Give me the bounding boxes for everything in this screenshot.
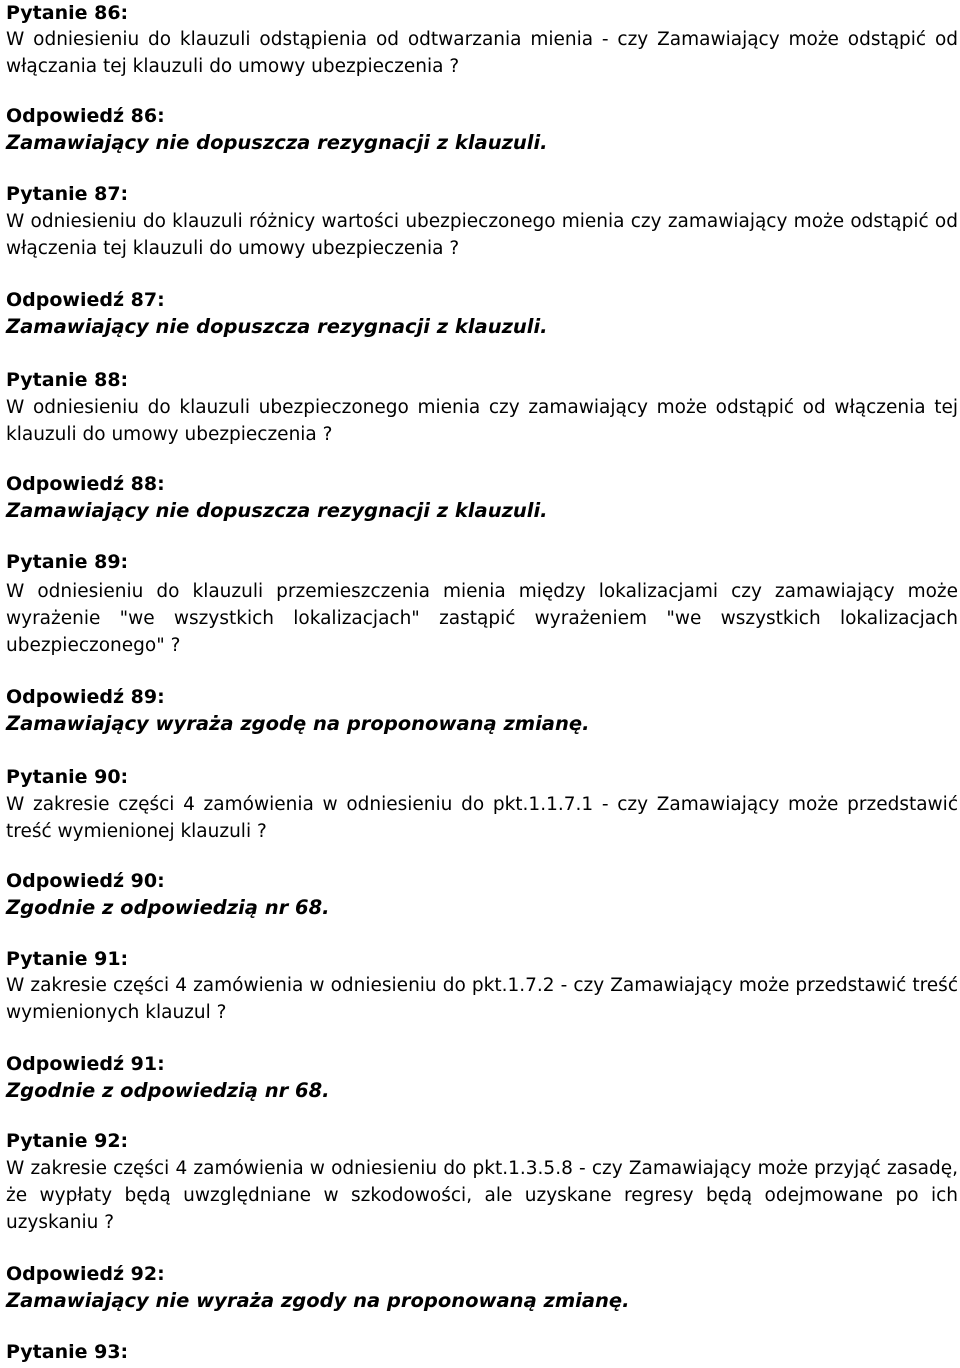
question-heading-87: Pytanie 87: [6,183,129,205]
answer-heading-88: Odpowiedź 88: [6,473,165,495]
answer-text-86: Zamawiający nie dopuszcza rezygnacji z klauzuli. [6,131,548,154]
question-text-87: W odniesieniu do klauzuli różnicy wartości ubezpieczonego mienia czy zamawiający może odstąpić od włączenia tej klauzuli do umowy ubezpieczenia ? [6,211,958,259]
answer-text-92: Zamawiający nie wyraża zgody na proponowaną zmianę. [6,1289,630,1312]
answer-text-89: Zamawiający wyraża zgodę na proponowaną zmianę. [6,712,590,735]
question-heading-88: Pytanie 88: [6,369,129,391]
question-text-86: W odniesieniu do klauzuli odstąpienia od odtwarzania mienia - czy Zamawiający może odstąpić od włączania tej klauzuli do umowy ubezpieczenia ? [6,29,958,77]
question-heading-93: Pytanie 93: [6,1341,129,1363]
answer-text-87: Zamawiający nie dopuszcza rezygnacji z klauzuli. [6,315,548,338]
answer-heading-91: Odpowiedź 91: [6,1053,165,1075]
question-text-91: W zakresie części 4 zamówienia w odniesieniu do pkt.1.7.2 - czy Zamawiający może przedstawić treść wymienionych klauzul ? [6,975,958,1023]
question-heading-90: Pytanie 90: [6,766,129,788]
question-heading-92: Pytanie 92: [6,1130,129,1152]
question-text-90: W zakresie części 4 zamówienia w odniesieniu do pkt.1.1.7.1 - czy Zamawiający może przedstawić treść wymienionej klauzuli ? [6,794,958,842]
answer-heading-92: Odpowiedź 92: [6,1263,165,1285]
question-text-88: W odniesieniu do klauzuli ubezpieczonego mienia czy zamawiający może odstąpić od włączenia tej klauzuli do umowy ubezpieczenia ? [6,397,958,445]
question-heading-86: Pytanie 86: [6,2,129,24]
answer-text-88: Zamawiający nie dopuszcza rezygnacji z klauzuli. [6,499,548,522]
answer-heading-90: Odpowiedź 90: [6,870,165,892]
answer-heading-87: Odpowiedź 87: [6,289,165,311]
answer-text-90: Zgodnie z odpowiedzią nr 68. [6,896,330,919]
question-heading-89: Pytanie 89: [6,551,129,573]
answer-heading-86: Odpowiedź 86: [6,105,165,127]
question-heading-91: Pytanie 91: [6,948,129,970]
answer-heading-89: Odpowiedź 89: [6,686,165,708]
answer-text-91: Zgodnie z odpowiedzią nr 68. [6,1079,330,1102]
question-text-89: W odniesieniu do klauzuli przemieszczenia mienia między lokalizacjami czy zamawiający może wyrażenie "we wszystkich lokalizacjach" zastąpić wyrażeniem "we wszystkich lokalizacjach ubezpieczonego" ? [6,581,958,656]
question-text-92: W zakresie części 4 zamówienia w odniesieniu do pkt.1.3.5.8 - czy Zamawiający może przyjąć zasadę, że wypłaty będą uwzględniane w szkodowości, ale uzyskane regresy będą odejmowane po ich uzyskaniu ? [6,1158,958,1233]
